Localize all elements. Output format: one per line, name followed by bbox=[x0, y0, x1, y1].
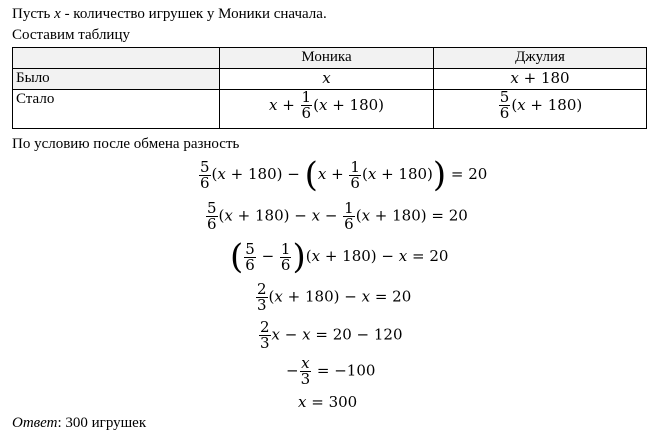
table-header-julia: Джулия bbox=[434, 48, 647, 69]
row-label-was: Было bbox=[13, 69, 220, 90]
table-header-empty bbox=[13, 48, 220, 69]
equation-2: $\frac{5}{6}$ (x + 180) − x − $\frac{1}{6}$ (x + 180) = 20 bbox=[207, 199, 468, 233]
cell-monica-was: x bbox=[220, 69, 434, 90]
answer-label: Ответ bbox=[12, 415, 58, 431]
equation-3: ( $\frac{5}{6}$ − $\frac{1}{6}$ )(x + 180) − x = 20 bbox=[230, 237, 449, 277]
cell-julia-now: $\frac{5}{6}$ (x + 180) bbox=[434, 90, 647, 129]
table-row-now bbox=[13, 90, 647, 129]
answer-line bbox=[12, 414, 146, 432]
intro-line-1: Пусть x - количество игрушек у Моники сначала. bbox=[12, 6, 327, 22]
equation-7: x = 300 bbox=[298, 393, 358, 411]
table-row-was bbox=[13, 69, 647, 90]
cell-monica-now: x + $\frac{1}{6}$ (x + 180) bbox=[220, 90, 434, 129]
cell-julia-was: x + 180 bbox=[434, 69, 647, 90]
equation-4: $\frac{2}{3}$ (x + 180) − x = 20 bbox=[257, 280, 412, 314]
answer-text: : 300 игрушек bbox=[57, 415, 147, 431]
table-header-monica: Моника bbox=[220, 48, 434, 69]
intro-line-2: Составим таблицу bbox=[12, 27, 130, 43]
equation-5: $\frac{2}{3}$ x − x = 20 − 120 bbox=[260, 318, 403, 352]
table-header-row bbox=[13, 48, 647, 69]
intro-variable: x bbox=[54, 6, 61, 22]
equation-1: $\frac{5}{6}$ (x + 180) − (x + $\frac{1}{6}$ (x + 180)) = 20 bbox=[200, 155, 488, 195]
equation-6: − $\frac{x}{3}$ = −100 bbox=[286, 354, 376, 388]
row-label-now: Стало bbox=[13, 90, 220, 129]
condition-text: По условию после обмена разность bbox=[12, 136, 240, 152]
toys-table bbox=[12, 47, 647, 129]
